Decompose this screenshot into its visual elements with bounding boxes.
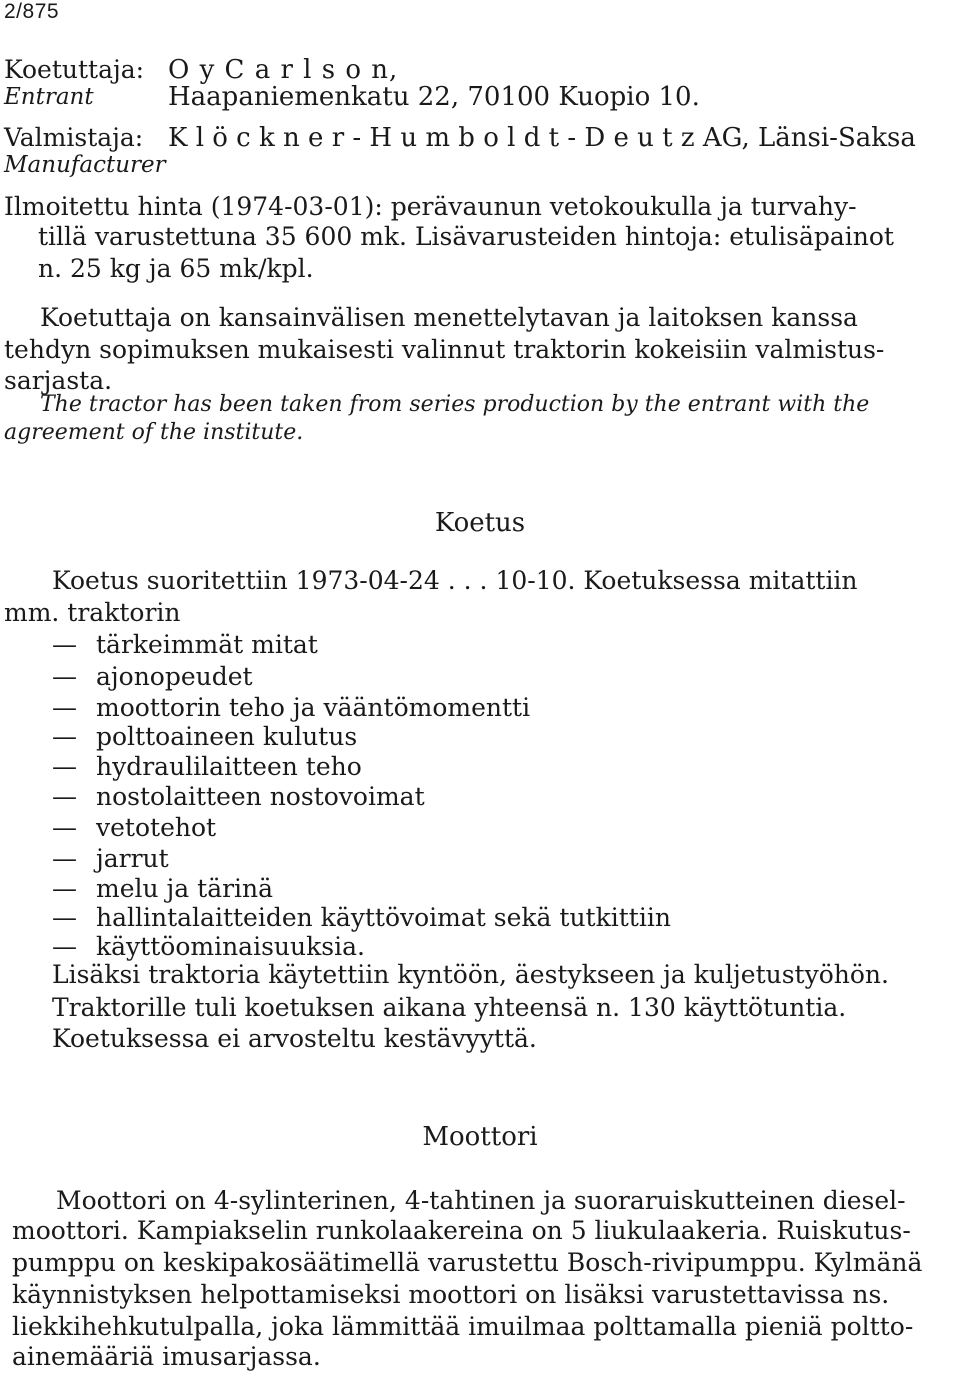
moottori-line-1: Moottori on 4-sylinterinen, 4-tahtinen ja suoraruiskutteinen diesel- <box>56 1186 906 1215</box>
list-item: — käyttöominaisuuksia. <box>52 932 365 961</box>
list-item: — melu ja tärinä <box>52 874 274 903</box>
manufacturer-label: Valmistaja: <box>4 123 144 152</box>
moottori-line-6: ainemääriä imusarjassa. <box>12 1342 321 1371</box>
manufacturer-name <box>168 123 916 153</box>
entrant-label-en: Entrant <box>4 84 94 110</box>
selection-en-line-2: agreement of the institute. <box>4 420 304 445</box>
koetus-after-line-1: Lisäksi traktoria käytettiin kyntöön, äestykseen ja kuljetustyöhön. <box>52 960 889 989</box>
entrant-name: O y C a r l s o n, <box>168 55 399 85</box>
koetus-intro-line-1: Koetus suoritettiin 1973-04-24 . . . 10-10. Koetuksessa mitattiin <box>52 566 858 595</box>
selection-line-3: sarjasta. <box>4 366 113 395</box>
list-item: — nostolaitteen nostovoimat <box>52 782 425 811</box>
page-number: 2/875 <box>4 0 60 23</box>
list-item: — hydraulilaitteen teho <box>52 752 362 781</box>
entrant-address: Haapaniemenkatu 22, 70100 Kuopio 10. <box>168 82 700 112</box>
list-item: — polttoaineen kulutus <box>52 722 358 751</box>
moottori-line-2: moottori. Kampiakselin runkolaakereina on 5 liukulaakeria. Ruiskutus- <box>12 1216 911 1245</box>
koetus-heading: Koetus <box>434 508 526 538</box>
price-line-3: n. 25 kg ja 65 mk/kpl. <box>38 254 314 283</box>
selection-en-line-1: The tractor has been taken from series production by the entrant with the <box>40 392 870 417</box>
moottori-line-5: liekkihehkutulpalla, joka lämmittää imuilmaa polttamalla pieniä poltto- <box>12 1312 914 1341</box>
moottori-heading: Moottori <box>422 1122 538 1152</box>
selection-line-1: Koetuttaja on kansainvälisen menettelytavan ja laitoksen kanssa <box>40 303 858 332</box>
price-line-1: Ilmoitettu hinta (1974-03-01): perävaunun vetokoukulla ja turvahy- <box>4 192 857 221</box>
manufacturer-name-rest: AG, Länsi-Saksa <box>702 123 916 153</box>
list-item: — jarrut <box>52 844 169 873</box>
moottori-line-4: käynnistyksen helpottamiseksi moottori on lisäksi varustettavissa ns. <box>12 1280 890 1309</box>
list-item: — tärkeimmät mitat <box>52 630 318 659</box>
list-item: — ajonopeudet <box>52 662 253 691</box>
selection-line-2: tehdyn sopimuksen mukaisesti valinnut traktorin kokeisiin valmistus- <box>4 335 885 364</box>
moottori-line-3: pumppu on keskipakosäätimellä varustettu Bosch-rivipumppu. Kylmänä <box>12 1248 923 1277</box>
list-item: — vetotehot <box>52 813 217 842</box>
manufacturer-label-en: Manufacturer <box>4 152 166 178</box>
price-line-2: tillä varustettuna 35 600 mk. Lisävarusteiden hintoja: etulisäpainot <box>38 222 894 251</box>
manufacturer-name-spaced: K l ö c k n e r - H u m b o l d t - D e u t z <box>168 123 695 153</box>
koetus-after-line-3: Koetuksessa ei arvosteltu kestävyyttä. <box>52 1024 537 1053</box>
list-item: — moottorin teho ja vääntömomentti <box>52 693 531 722</box>
list-item: — hallintalaitteiden käyttövoimat sekä tutkittiin <box>52 903 671 932</box>
koetus-intro-line-2: mm. traktorin <box>4 598 181 627</box>
koetus-after-line-2: Traktorille tuli koetuksen aikana yhteensä n. 130 käyttötuntia. <box>52 993 847 1022</box>
entrant-label: Koetuttaja: <box>4 55 145 84</box>
